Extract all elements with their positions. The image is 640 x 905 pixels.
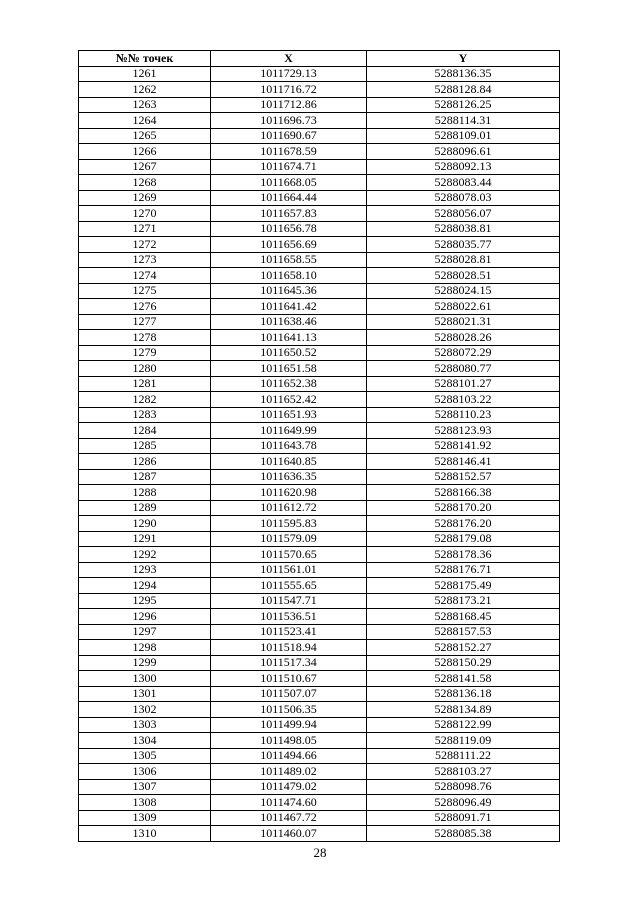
cell-point-number: 1304 (79, 733, 211, 749)
cell-x: 1011494.66 (211, 748, 367, 764)
header-x: X (211, 51, 367, 67)
cell-x: 1011620.98 (211, 485, 367, 501)
cell-x: 1011523.41 (211, 624, 367, 640)
cell-y: 5288085.38 (367, 826, 560, 842)
cell-x: 1011712.86 (211, 97, 367, 113)
table-row (79, 97, 560, 113)
cell-y: 5288179.08 (367, 531, 560, 547)
cell-x: 1011612.72 (211, 500, 367, 516)
cell-x: 1011636.35 (211, 469, 367, 485)
cell-x: 1011518.94 (211, 640, 367, 656)
table-row (79, 748, 560, 764)
cell-x: 1011657.83 (211, 206, 367, 222)
cell-y: 5288024.15 (367, 283, 560, 299)
cell-point-number: 1294 (79, 578, 211, 594)
table-row (79, 810, 560, 826)
cell-x: 1011652.38 (211, 376, 367, 392)
cell-point-number: 1281 (79, 376, 211, 392)
cell-y: 5288103.22 (367, 392, 560, 408)
cell-y: 5288028.26 (367, 330, 560, 346)
table-row (79, 671, 560, 687)
table-row (79, 640, 560, 656)
cell-point-number: 1285 (79, 438, 211, 454)
table-row (79, 221, 560, 237)
cell-x: 1011561.01 (211, 562, 367, 578)
cell-x: 1011649.99 (211, 423, 367, 439)
table-row (79, 66, 560, 82)
table-row (79, 500, 560, 516)
table-row (79, 826, 560, 842)
cell-x: 1011507.07 (211, 686, 367, 702)
cell-y: 5288170.20 (367, 500, 560, 516)
cell-y: 5288114.31 (367, 113, 560, 129)
cell-point-number: 1278 (79, 330, 211, 346)
cell-point-number: 1270 (79, 206, 211, 222)
cell-point-number: 1275 (79, 283, 211, 299)
cell-x: 1011658.10 (211, 268, 367, 284)
cell-x: 1011460.07 (211, 826, 367, 842)
cell-y: 5288123.93 (367, 423, 560, 439)
cell-point-number: 1308 (79, 795, 211, 811)
cell-x: 1011658.55 (211, 252, 367, 268)
cell-point-number: 1296 (79, 609, 211, 625)
cell-point-number: 1305 (79, 748, 211, 764)
cell-x: 1011479.02 (211, 779, 367, 795)
cell-y: 5288157.53 (367, 624, 560, 640)
cell-y: 5288141.58 (367, 671, 560, 687)
cell-y: 5288128.84 (367, 82, 560, 98)
cell-x: 1011570.65 (211, 547, 367, 563)
cell-x: 1011678.59 (211, 144, 367, 160)
cell-point-number: 1282 (79, 392, 211, 408)
cell-point-number: 1286 (79, 454, 211, 470)
cell-point-number: 1268 (79, 175, 211, 191)
cell-y: 5288134.89 (367, 702, 560, 718)
cell-point-number: 1274 (79, 268, 211, 284)
table-row (79, 299, 560, 315)
cell-x: 1011489.02 (211, 764, 367, 780)
page-number: 28 (313, 845, 327, 860)
cell-point-number: 1261 (79, 66, 211, 82)
cell-x: 1011474.60 (211, 795, 367, 811)
cell-y: 5288141.92 (367, 438, 560, 454)
table-row (79, 237, 560, 253)
cell-point-number: 1299 (79, 655, 211, 671)
table-row (79, 686, 560, 702)
cell-point-number: 1276 (79, 299, 211, 315)
cell-y: 5288176.71 (367, 562, 560, 578)
table-row (79, 717, 560, 733)
cell-x: 1011674.71 (211, 159, 367, 175)
table-row (79, 578, 560, 594)
cell-y: 5288101.27 (367, 376, 560, 392)
table-header-row (79, 51, 560, 67)
cell-y: 5288126.25 (367, 97, 560, 113)
cell-point-number: 1310 (79, 826, 211, 842)
table-row (79, 175, 560, 191)
table-row (79, 407, 560, 423)
cell-x: 1011645.36 (211, 283, 367, 299)
cell-point-number: 1300 (79, 671, 211, 687)
cell-y: 5288028.81 (367, 252, 560, 268)
table-row (79, 454, 560, 470)
cell-y: 5288038.81 (367, 221, 560, 237)
cell-x: 1011650.52 (211, 345, 367, 361)
header-y: Y (367, 51, 560, 67)
cell-x: 1011517.34 (211, 655, 367, 671)
table-row (79, 562, 560, 578)
cell-point-number: 1288 (79, 485, 211, 501)
cell-point-number: 1271 (79, 221, 211, 237)
cell-x: 1011652.42 (211, 392, 367, 408)
cell-y: 5288168.45 (367, 609, 560, 625)
cell-y: 5288150.29 (367, 655, 560, 671)
cell-x: 1011641.42 (211, 299, 367, 315)
cell-point-number: 1280 (79, 361, 211, 377)
cell-point-number: 1301 (79, 686, 211, 702)
cell-x: 1011651.58 (211, 361, 367, 377)
cell-x: 1011641.13 (211, 330, 367, 346)
cell-y: 5288136.18 (367, 686, 560, 702)
cell-x: 1011668.05 (211, 175, 367, 191)
table-row (79, 376, 560, 392)
table-row (79, 485, 560, 501)
table-row (79, 516, 560, 532)
cell-x: 1011510.67 (211, 671, 367, 687)
cell-x: 1011506.35 (211, 702, 367, 718)
cell-x: 1011498.05 (211, 733, 367, 749)
cell-y: 5288152.57 (367, 469, 560, 485)
cell-point-number: 1269 (79, 190, 211, 206)
table-row (79, 206, 560, 222)
table-body (79, 66, 560, 841)
table-row (79, 159, 560, 175)
cell-point-number: 1266 (79, 144, 211, 160)
cell-y: 5288021.31 (367, 314, 560, 330)
cell-x: 1011499.94 (211, 717, 367, 733)
cell-y: 5288175.49 (367, 578, 560, 594)
table-row (79, 547, 560, 563)
cell-y: 5288092.13 (367, 159, 560, 175)
cell-y: 5288110.23 (367, 407, 560, 423)
header-point-number: №№ точек (79, 51, 211, 67)
cell-x: 1011651.93 (211, 407, 367, 423)
table-row (79, 330, 560, 346)
cell-y: 5288109.01 (367, 128, 560, 144)
table-row (79, 438, 560, 454)
cell-point-number: 1279 (79, 345, 211, 361)
cell-point-number: 1265 (79, 128, 211, 144)
cell-point-number: 1287 (79, 469, 211, 485)
cell-y: 5288166.38 (367, 485, 560, 501)
cell-x: 1011638.46 (211, 314, 367, 330)
cell-y: 5288136.35 (367, 66, 560, 82)
cell-point-number: 1283 (79, 407, 211, 423)
table-row (79, 702, 560, 718)
cell-point-number: 1297 (79, 624, 211, 640)
cell-point-number: 1272 (79, 237, 211, 253)
table-row (79, 361, 560, 377)
cell-x: 1011579.09 (211, 531, 367, 547)
cell-x: 1011656.78 (211, 221, 367, 237)
table-row (79, 593, 560, 609)
table-row (79, 531, 560, 547)
cell-point-number: 1273 (79, 252, 211, 268)
cell-x: 1011595.83 (211, 516, 367, 532)
coordinates-table (78, 50, 560, 842)
cell-x: 1011640.85 (211, 454, 367, 470)
cell-point-number: 1292 (79, 547, 211, 563)
table-row (79, 283, 560, 299)
cell-point-number: 1302 (79, 702, 211, 718)
table-row (79, 764, 560, 780)
table-row (79, 144, 560, 160)
cell-point-number: 1284 (79, 423, 211, 439)
cell-x: 1011690.67 (211, 128, 367, 144)
cell-x: 1011696.73 (211, 113, 367, 129)
cell-y: 5288080.77 (367, 361, 560, 377)
cell-x: 1011664.44 (211, 190, 367, 206)
cell-point-number: 1290 (79, 516, 211, 532)
cell-y: 5288096.61 (367, 144, 560, 160)
cell-y: 5288176.20 (367, 516, 560, 532)
cell-y: 5288091.71 (367, 810, 560, 826)
cell-point-number: 1306 (79, 764, 211, 780)
cell-point-number: 1262 (79, 82, 211, 98)
cell-y: 5288178.36 (367, 547, 560, 563)
cell-x: 1011716.72 (211, 82, 367, 98)
cell-y: 5288083.44 (367, 175, 560, 191)
table-row (79, 128, 560, 144)
table-row (79, 190, 560, 206)
cell-point-number: 1298 (79, 640, 211, 656)
table-row (79, 392, 560, 408)
cell-point-number: 1289 (79, 500, 211, 516)
cell-y: 5288022.61 (367, 299, 560, 315)
cell-x: 1011547.71 (211, 593, 367, 609)
cell-point-number: 1295 (79, 593, 211, 609)
cell-x: 1011555.65 (211, 578, 367, 594)
table-row (79, 624, 560, 640)
cell-x: 1011729.13 (211, 66, 367, 82)
cell-point-number: 1291 (79, 531, 211, 547)
cell-y: 5288111.22 (367, 748, 560, 764)
cell-point-number: 1293 (79, 562, 211, 578)
table-row (79, 268, 560, 284)
cell-x: 1011467.72 (211, 810, 367, 826)
cell-y: 5288152.27 (367, 640, 560, 656)
cell-x: 1011643.78 (211, 438, 367, 454)
table-row (79, 82, 560, 98)
cell-y: 5288146.41 (367, 454, 560, 470)
cell-y: 5288173.21 (367, 593, 560, 609)
cell-y: 5288035.77 (367, 237, 560, 253)
table-row (79, 113, 560, 129)
cell-y: 5288122.99 (367, 717, 560, 733)
table-row (79, 314, 560, 330)
cell-point-number: 1267 (79, 159, 211, 175)
cell-x: 1011656.69 (211, 237, 367, 253)
cell-y: 5288056.07 (367, 206, 560, 222)
cell-y: 5288028.51 (367, 268, 560, 284)
cell-y: 5288078.03 (367, 190, 560, 206)
cell-point-number: 1264 (79, 113, 211, 129)
table-row (79, 423, 560, 439)
cell-y: 5288096.49 (367, 795, 560, 811)
cell-point-number: 1303 (79, 717, 211, 733)
table-row (79, 795, 560, 811)
table-row (79, 469, 560, 485)
cell-y: 5288098.76 (367, 779, 560, 795)
cell-point-number: 1307 (79, 779, 211, 795)
cell-y: 5288103.27 (367, 764, 560, 780)
table-row (79, 655, 560, 671)
table-row (79, 779, 560, 795)
table-row (79, 345, 560, 361)
cell-point-number: 1309 (79, 810, 211, 826)
table-row (79, 609, 560, 625)
cell-point-number: 1277 (79, 314, 211, 330)
table-row (79, 252, 560, 268)
table-row (79, 733, 560, 749)
cell-y: 5288072.29 (367, 345, 560, 361)
cell-y: 5288119.09 (367, 733, 560, 749)
cell-x: 1011536.51 (211, 609, 367, 625)
cell-point-number: 1263 (79, 97, 211, 113)
